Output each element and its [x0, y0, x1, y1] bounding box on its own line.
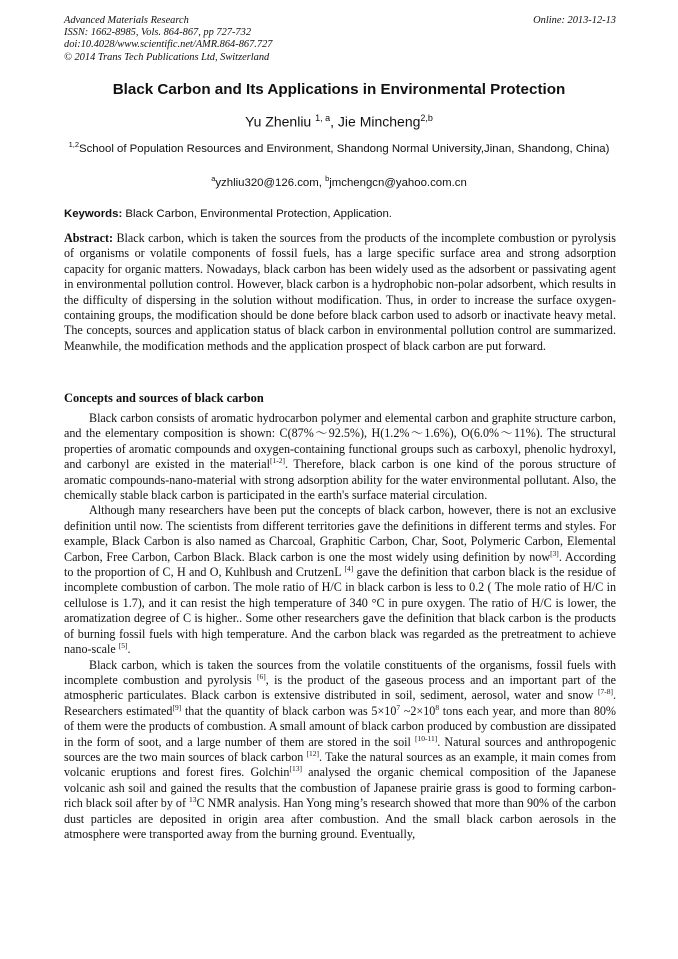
- citation-4: [4]: [344, 564, 354, 574]
- doi-line: doi:10.4028/www.scientific.net/AMR.864-867.727: [64, 39, 273, 51]
- p3-text-a: Black carbon, which is taken the sources from the volatile constituents of the organisms, fossil fuels with incomplete combustion and pyrolysis: [64, 657, 616, 687]
- section-heading: Concepts and sources of black carbon: [64, 391, 264, 405]
- p1-text-a: Black carbon consists of aromatic hydrocarbon polymer and elemental carbon and graphite structure carbon, and the elementary composition is shown: C(87%～92.5%), H(1.2%～1.6%), O(6.0%～11%). The structural properties of aromatic compounds and oxygen-containing functional groups such as carboxyl, phenolic hydroxyl, and carbonyl are existed in the material: [64, 411, 616, 472]
- p3-text-d: that the quantity of black carbon was 5×10: [181, 703, 397, 718]
- citation-13: [13]: [289, 764, 302, 774]
- copyright-line: © 2014 Trans Tech Publications Ltd, Switzerland: [64, 51, 270, 63]
- p3-text-g: . Natural sources and anthropogenic sources are the two main sources of black carbon: [64, 734, 616, 764]
- paragraph-3: [64, 658, 616, 843]
- section-body: [64, 411, 616, 842]
- keywords: [64, 208, 616, 220]
- email-line: [64, 174, 614, 189]
- p2-text-a: Although many researchers have been put the concepts of black carbon, however, there is not an exclusive definition until now. The scientists from different territories gave the definitions in different terms and styles. For example, Black Carbon is also named as Charcoal, Graphitic Carbon, Char, Soot, Polymeric Carbon, Elemental Carbon, Free Carbon, Carbon Black. Black carbon is one the most widely using definition by now: [64, 503, 616, 564]
- email-a-sup: a: [211, 174, 216, 183]
- affiliation: [64, 137, 614, 157]
- p3-text-i: analysed the organic chemical composition of the Japanese volcanic ash soil and gained the results that the combustion of Japanese prairie grass is good to forming carbon-rich black soil after by of: [64, 765, 616, 811]
- p2-text-c: gave the definition that carbon black is the residue of incomplete combustion of carbon. The mole ratio of H/C in black carbon is less to 0.2 ( The mole ratio of H/C in cellulose is 1.7), and it can resist the high temperature of 340 °C in pure oxygen. The ratio of H/C is lower, the aromatization degree of C is higher.. Some other researchers gave the definition that black carbon is the products of burning fossil fuels with high temperature. And the carbon black was regarded as the pretreatment to achieve nano-scale: [64, 565, 616, 657]
- email-b: jmchengcn@yahoo.com.cn: [329, 176, 467, 189]
- citation-7-8: [7-8]: [597, 687, 613, 697]
- online-date: Online: 2013-12-13: [533, 15, 616, 26]
- email-a: yzhliu320@126.com,: [215, 176, 326, 189]
- citation-3: [3]: [550, 548, 559, 558]
- abstract-text: Black carbon, which is taken the sources from the products of the incomplete combustion or pyrolysis of organisms or volatile components of fossil fuels, has a large specific surface area and strong adsorption capacity for organic matters. Nowadays, black carbon has been widely used as the adsorbent or passivating agent in environmental pollution control. However, black carbon is a hydrophobic non-polar adsorbent, which results in the difficulty of dispersing in the solution without modification. Thus, in order to increase the surface oxygen-containing groups, the modification should be done before black carbon used to adsorb or inactivate heavy metal. The concepts, sources and application status of black carbon in environmental pollution control are summarized. Meanwhile, the modification methods and the application prospect of black carbon are put forward.: [64, 231, 616, 353]
- exponent-8: 8: [435, 702, 440, 712]
- author-separator: ,: [330, 113, 338, 130]
- author-2: Jie Mincheng: [337, 113, 421, 130]
- p3-text-b: , is the product of the gaseous process and an important part of the atmospheric particulates. Black carbon is extensive distributed in soil, sediment, aerosol, water and snow: [64, 672, 616, 703]
- author-1-sup: 1, a: [315, 113, 331, 123]
- citation-9: [9]: [172, 702, 182, 712]
- journal-name: Advanced Materials Research: [64, 15, 189, 26]
- citation-6: [6]: [257, 671, 266, 681]
- paragraph-1: [64, 411, 616, 503]
- abstract-label: Abstract:: [64, 231, 114, 245]
- p2-text-b: . According to the proportion of C, H and O, Kuhlbush and CrutzenL: [64, 549, 616, 580]
- keywords-text: Black Carbon, Environmental Protection, Application.: [122, 208, 392, 220]
- citation-12: [12]: [306, 748, 320, 758]
- p3-text-h: . Take the natural sources as an example, it main comes from volcanic eruptions and forest fires. Golchin: [64, 749, 616, 780]
- p3-text-c: . Researchers estimated: [64, 688, 616, 718]
- exponent-7: 7: [396, 702, 401, 712]
- citation-10-11: [10-11]: [415, 733, 438, 743]
- abstract: [64, 231, 616, 354]
- p3-text-e: ~2×10: [400, 703, 436, 718]
- affiliation-text: School of Population Resources and Environment, Shandong Normal University,Jinan, Shandong, China): [79, 142, 610, 155]
- issn-line: ISSN: 1662-8985, Vols. 864-867, pp 727-732: [64, 27, 252, 39]
- p3-text-f: tons each year, and more than 80% of them were the products of combustion. A small amount of black carbon produced by combustion are dissipated in the form of soot, and a large number of them are stored in the soil: [64, 703, 617, 749]
- author-1: Yu Zhenliu: [245, 113, 312, 130]
- affiliation-sup: 1,2: [68, 140, 80, 149]
- paragraph-2: [64, 503, 616, 657]
- author-line: [64, 113, 614, 130]
- citation-5: [5]: [118, 641, 128, 651]
- p1-text-b: . Therefore, black carbon is one kind of the porous structure of aromatic compounds-nano-material with strong adsorption ability for the water environmental pollutant. Also, the chemically stable black carbon is participated in the earth's surface material circulation.: [64, 457, 617, 503]
- author-2-sup: 2,b: [420, 113, 433, 123]
- keywords-label: Keywords:: [64, 208, 123, 220]
- paper-title: Black Carbon and Its Applications in Environmental Protection: [112, 81, 566, 98]
- isotope-13: 13: [189, 795, 197, 805]
- p3-text-j: C NMR analysis. Han Yong ming’s research showed that more than 90% of the carbon dust particles are deposited in origin area after combustion. And the small black carbon aerosols in the atmosphere were transported away from the burning ground. Eventually,: [64, 796, 616, 841]
- citation-1-2: [1-2]: [270, 456, 285, 466]
- running-header: [64, 15, 616, 64]
- p2-text-d: .: [127, 642, 131, 657]
- email-b-sup: b: [325, 174, 330, 183]
